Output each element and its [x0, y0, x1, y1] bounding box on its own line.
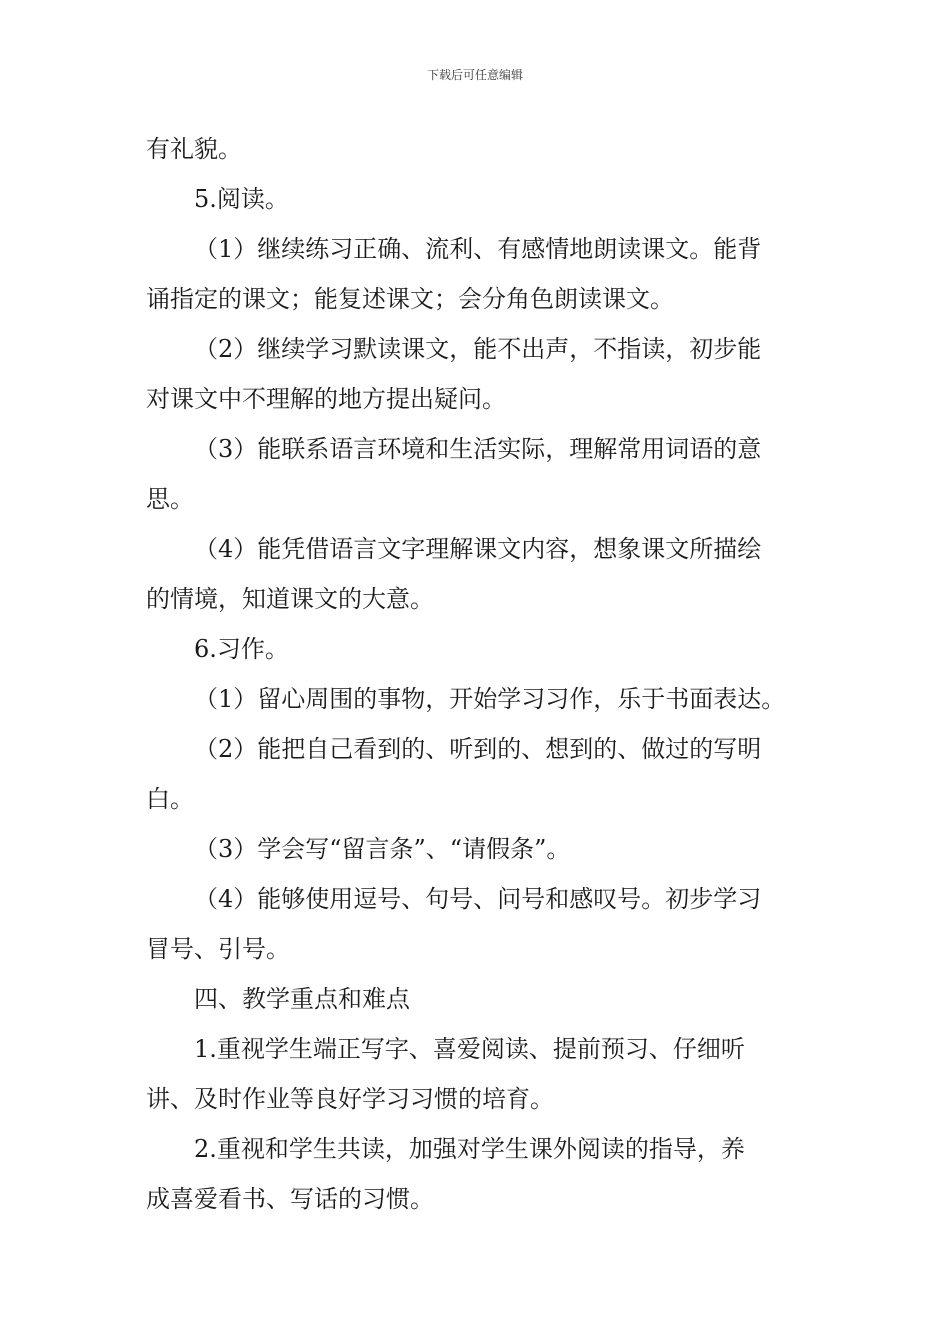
section-heading: 6.习作。 — [194, 635, 289, 663]
text-line: 诵指定的课文；能复述课文；会分角色朗读课文。 — [146, 285, 674, 313]
text-line: 思。 — [146, 485, 194, 513]
text-line: （4）能够使用逗号、句号、问号和感叹号。初步学习 — [194, 885, 762, 913]
text-line: 讲、及时作业等良好学习习惯的培育。 — [146, 1085, 554, 1113]
text-line: 1.重视学生端正写字、喜爱阅读、提前预习、仔细听 — [194, 1035, 745, 1063]
text-line: （3）学会写“留言条”、“请假条”。 — [194, 835, 571, 863]
page-header: 下载后可任意编辑 — [426, 68, 523, 82]
text-line: 有礼貌。 — [146, 135, 242, 163]
section-heading: 四、教学重点和难点 — [194, 985, 410, 1013]
text-line: 对课文中不理解的地方提出疑问。 — [146, 385, 506, 413]
text-line: 冒号、引号。 — [146, 935, 290, 963]
text-line: 白。 — [146, 785, 194, 813]
text-line: （1）留心周围的事物，开始学习习作，乐于书面表达。 — [194, 685, 786, 713]
text-line: 成喜爱看书、写话的习惯。 — [146, 1185, 434, 1213]
text-line: （2）继续学习默读课文，能不出声，不指读，初步能 — [194, 335, 762, 363]
text-line: 的情境，知道课文的大意。 — [146, 585, 434, 613]
text-line: （2）能把自己看到的、听到的、想到的、做过的写明 — [194, 735, 762, 763]
text-line: （1）继续练习正确、流利、有感情地朗读课文。能背 — [194, 235, 762, 263]
section-heading: 5.阅读。 — [194, 185, 289, 213]
text-line: 2.重视和学生共读，加强对学生课外阅读的指导，养 — [194, 1135, 745, 1163]
text-line: （4）能凭借语言文字理解课文内容，想象课文所描绘 — [194, 535, 762, 563]
text-line: （3）能联系语言环境和生活实际，理解常用词语的意 — [194, 435, 762, 463]
